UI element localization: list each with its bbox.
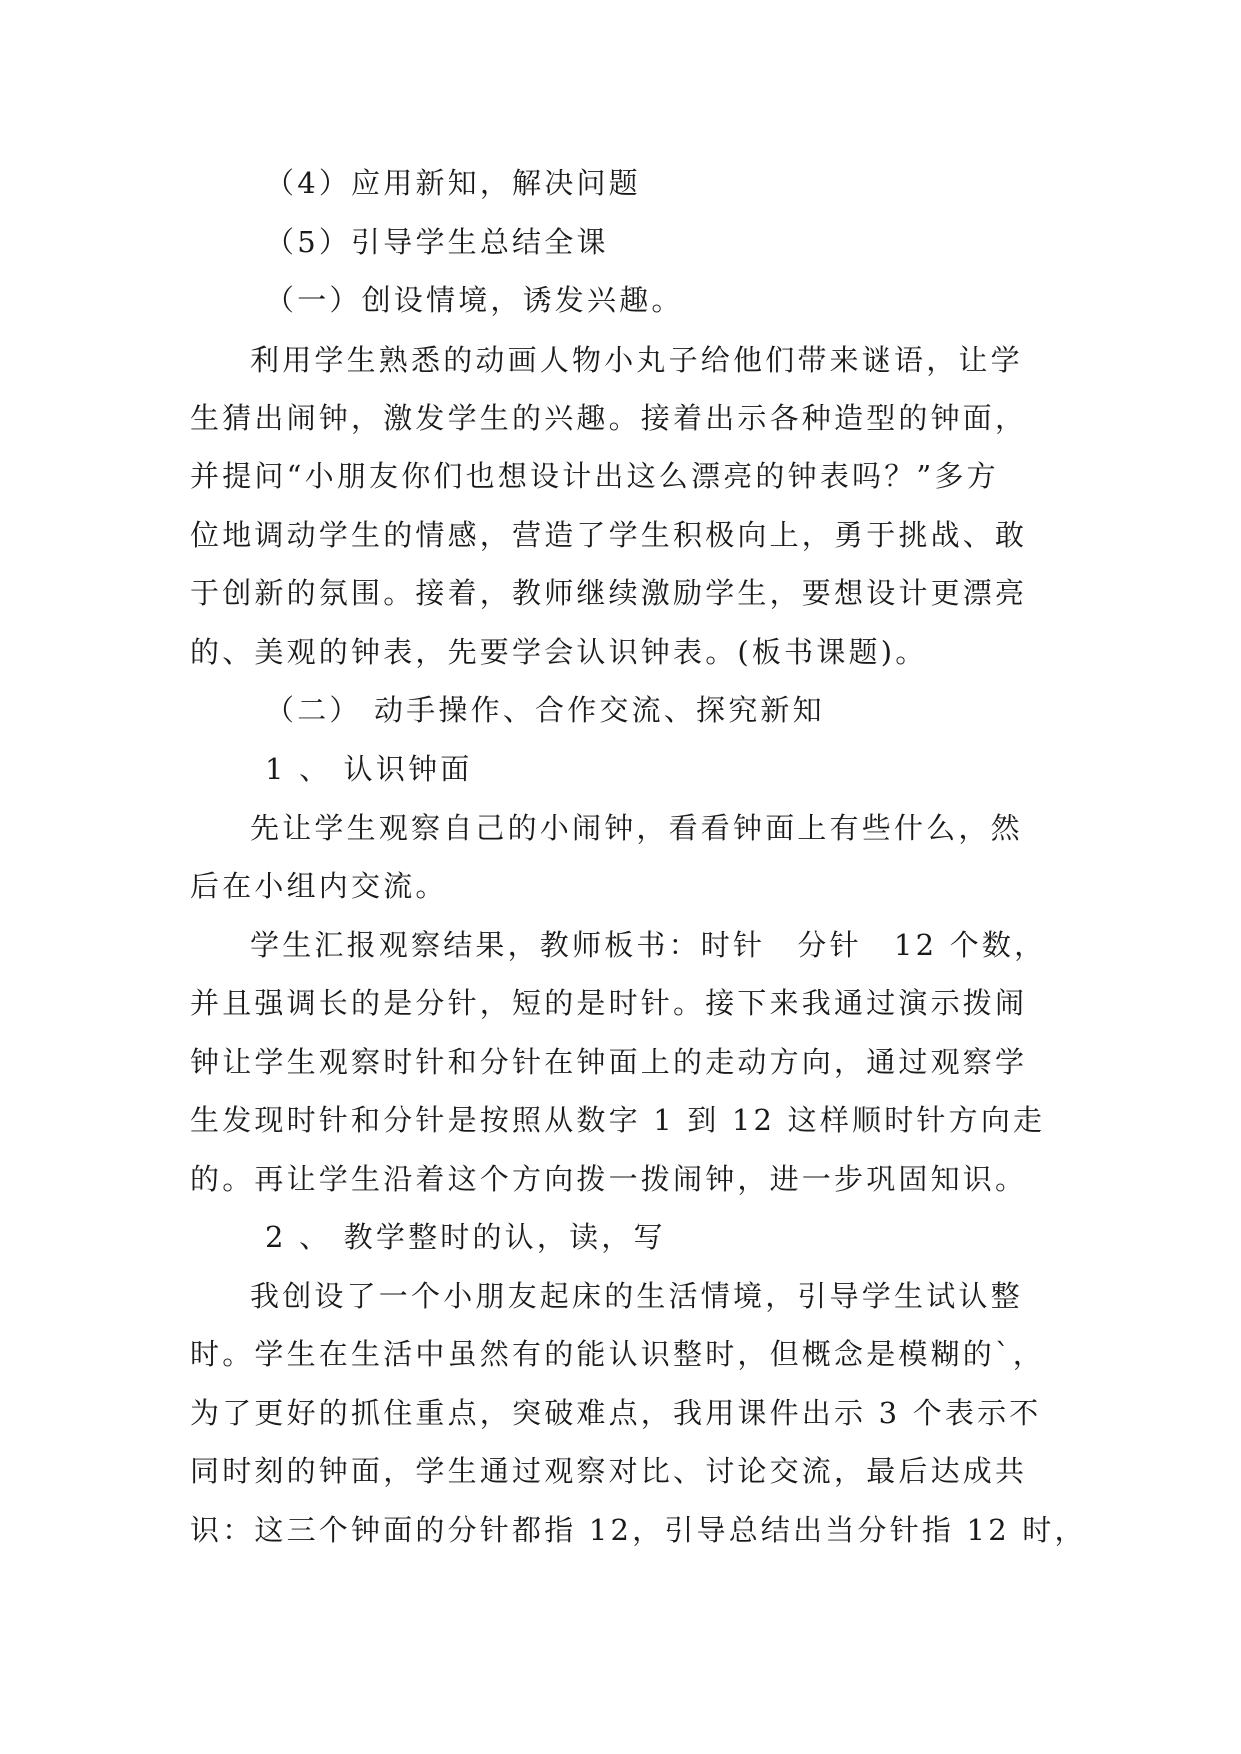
text-line: 先让学生观察自己的小闹钟，看看钟面上有些什么，然 xyxy=(250,811,1023,845)
text-line: （4）应用新知，解决问题 xyxy=(265,166,641,200)
text-line: 为了更好的抓住重点，突破难点，我用课件出示 3 个表示不 xyxy=(190,1396,1042,1430)
text-line: 时。学生在生活中虽然有的能认识整时，但概念是模糊的`， xyxy=(190,1337,1045,1371)
text-line: 的。再让学生沿着这个方向拨一拨闹钟，进一步巩固知识。 xyxy=(190,1162,1028,1196)
text-line: 并提问“小朋友你们也想设计出这么漂亮的钟表吗？”多方 xyxy=(190,459,999,493)
text-line: 学生汇报观察结果，教师板书：时针 分针 12 个数， xyxy=(250,928,1047,962)
section-heading: （一）创设情境，诱发兴趣。 xyxy=(265,283,684,317)
text-line: 我创设了一个小朋友起床的生活情境，引导学生试认整 xyxy=(250,1279,1023,1313)
text-line: 后在小组内交流。 xyxy=(190,869,448,903)
text-line: 利用学生熟悉的动画人物小丸子给他们带来谜语，让学 xyxy=(250,343,1023,377)
text-line: 于创新的氛围。接着，教师继续激励学生，要想设计更漂亮 xyxy=(190,576,1028,610)
text-line: 的、美观的钟表，先要学会认识钟表。(板书课题)。 xyxy=(190,635,928,669)
text-line: 同时刻的钟面，学生通过观察对比、讨论交流，最后达成共 xyxy=(190,1454,1028,1488)
subsection-heading: 2 、 教学整时的认，读，写 xyxy=(265,1220,666,1254)
text-line: 位地调动学生的情感，营造了学生积极向上，勇于挑战、敢 xyxy=(190,518,1028,552)
text-line: 生猜出闹钟，激发学生的兴趣。接着出示各种造型的钟面， xyxy=(190,401,1028,435)
subsection-heading: 1 、 认识钟面 xyxy=(265,752,473,786)
section-heading: （二） 动手操作、合作交流、探究新知 xyxy=(265,693,825,727)
text-line: 生发现时针和分针是按照从数字 1 到 12 这样顺时针方向走 xyxy=(190,1103,1046,1137)
text-line: 识：这三个钟面的分针都指 12，引导总结出当分针指 12 时， xyxy=(190,1513,1087,1547)
text-line: 钟让学生观察时针和分针在钟面上的走动方向，通过观察学 xyxy=(190,1045,1028,1079)
text-line: 并且强调长的是分针，短的是时针。接下来我通过演示拨闹 xyxy=(190,986,1028,1020)
text-line: （5）引导学生总结全课 xyxy=(265,225,609,259)
